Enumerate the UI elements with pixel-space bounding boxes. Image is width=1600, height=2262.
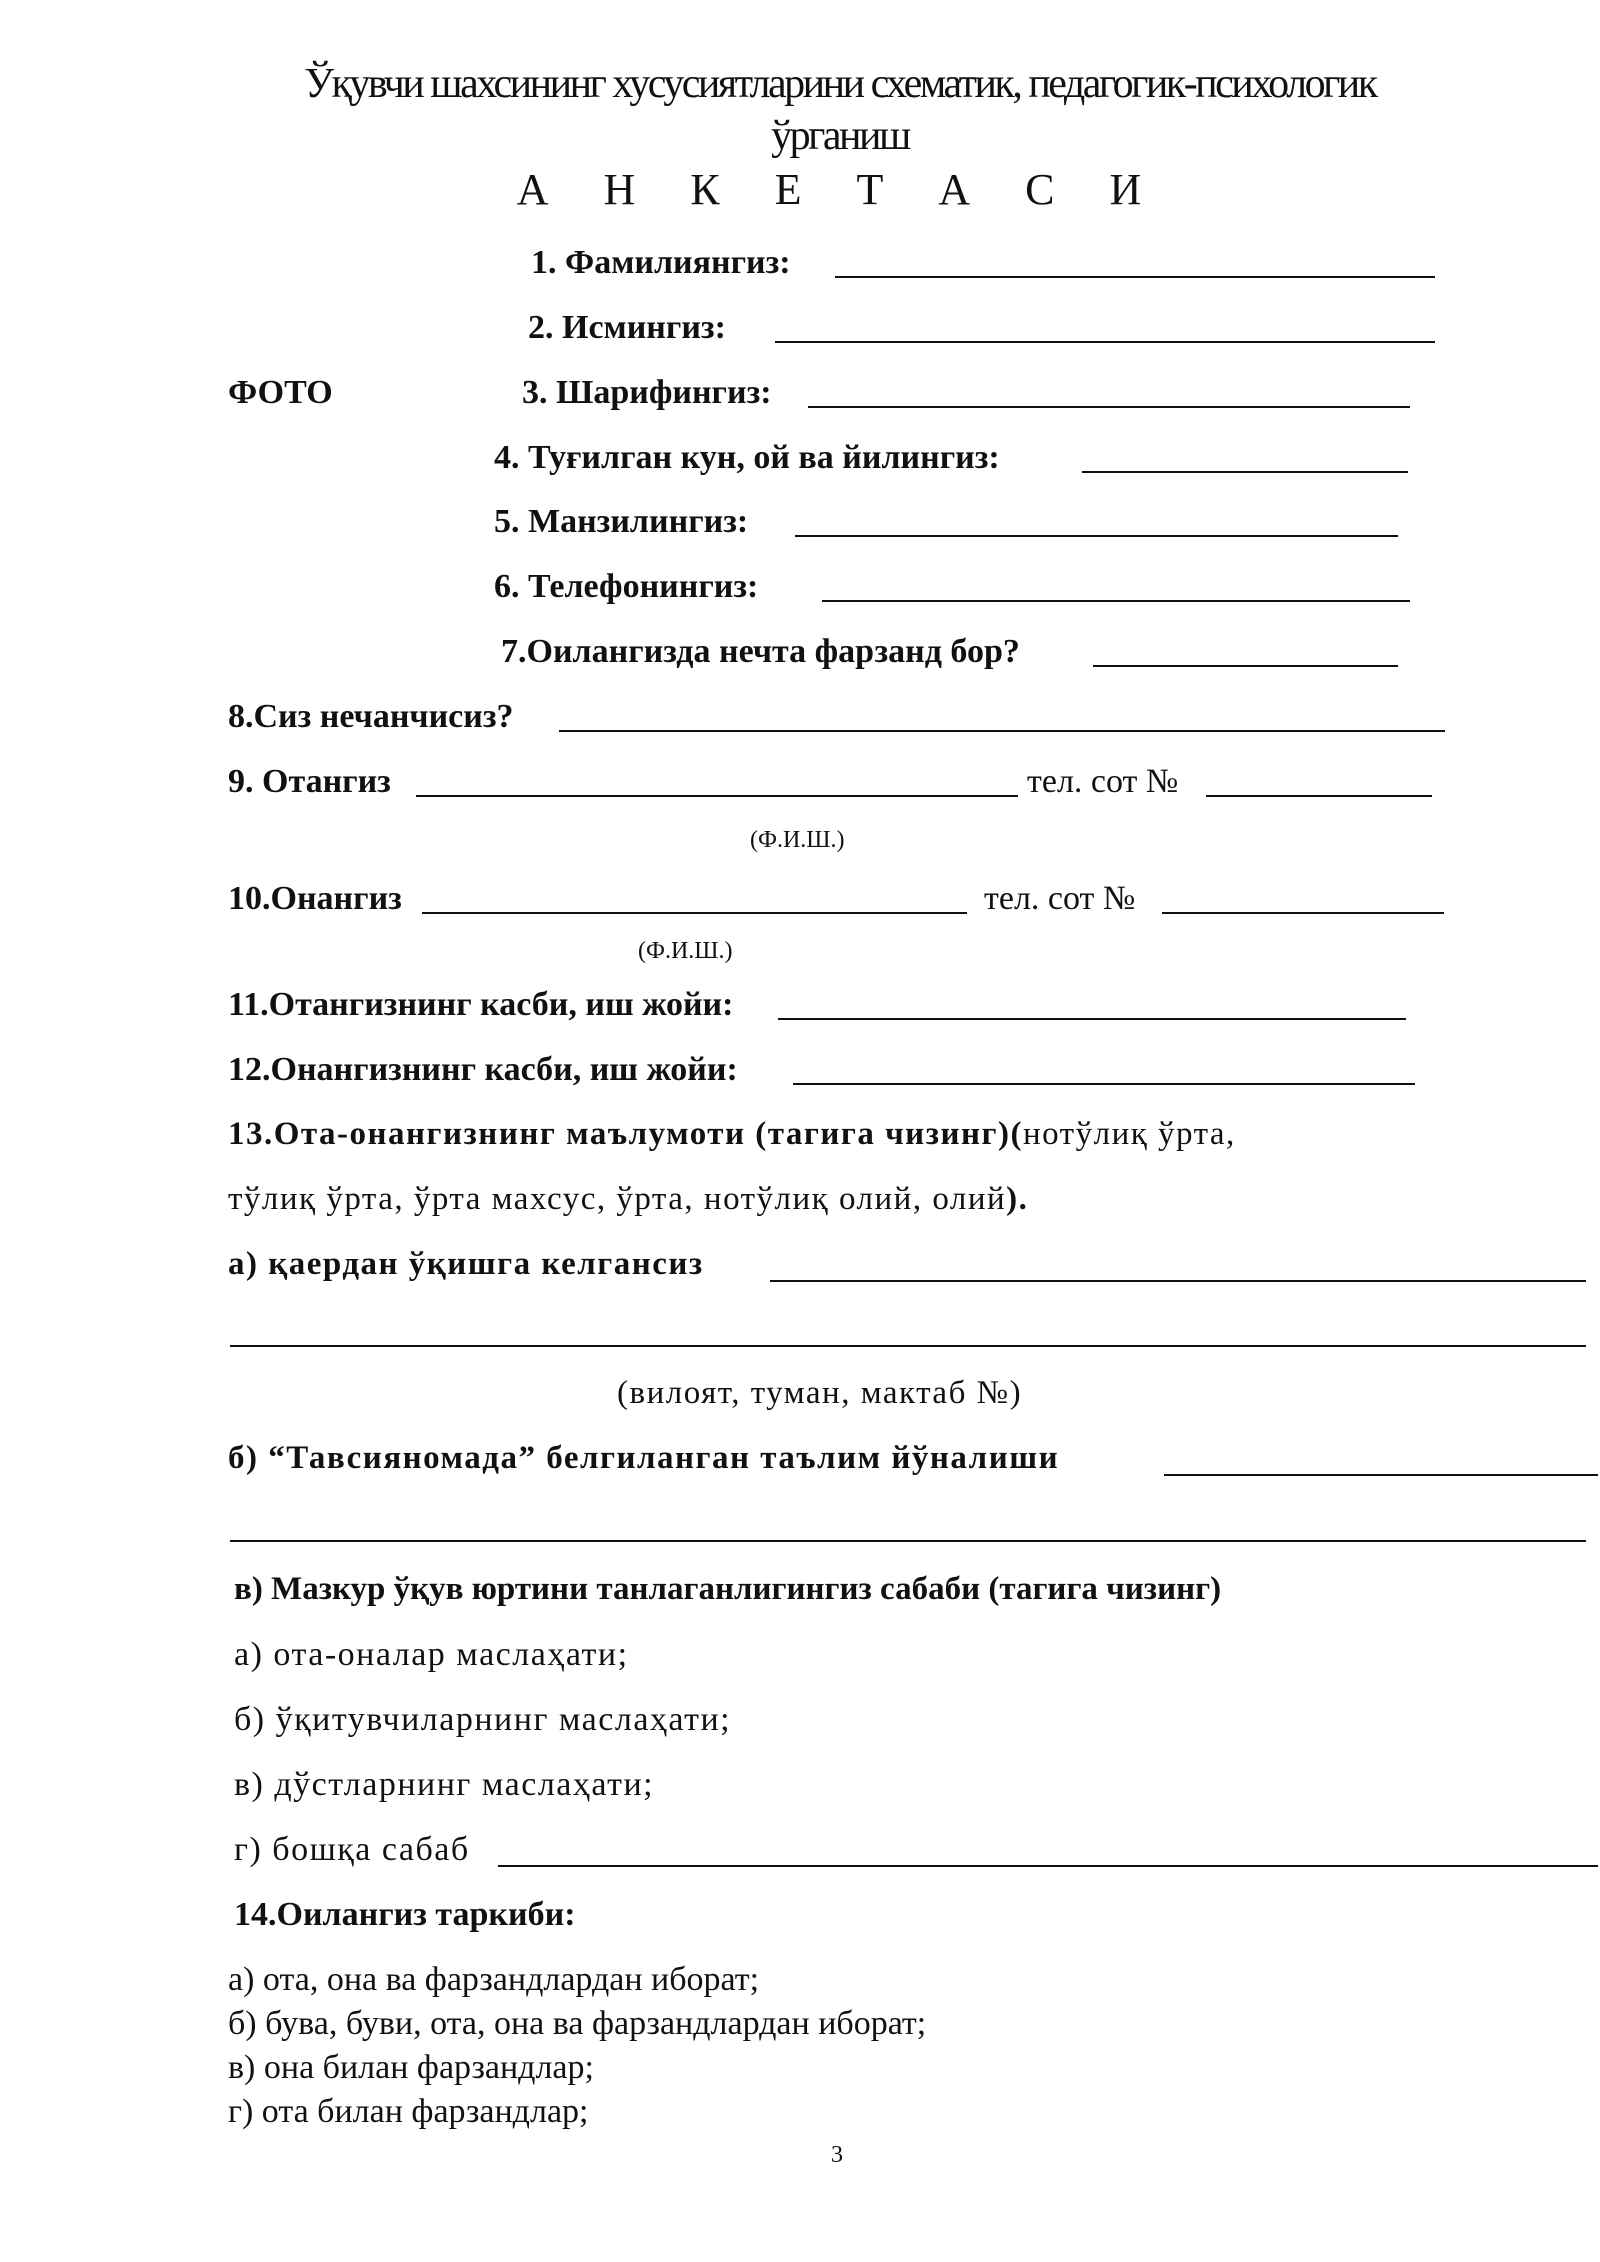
father-phone-answer-line[interactable]: [1206, 795, 1432, 797]
parents-education-options-part2: тўлиқ ўрта, ўрта махсус, ўрта, нотўлиқ олий, олий: [228, 1181, 1007, 1217]
father-phone-label: тел. сот №: [1027, 763, 1179, 800]
question-parents-education: [228, 1116, 1236, 1153]
question-first-name: 2. Исмингиз:: [528, 309, 726, 346]
question-mother-occupation: 12.Онангизнинг касби, иш жойи:: [228, 1051, 738, 1088]
question-phone: 6. Телефонингиз:: [494, 568, 759, 605]
father-fio-hint: (Ф.И.Ш.): [750, 827, 845, 853]
question-father: 9. Отангиз: [228, 763, 391, 800]
parents-education-title: 13.Ота-онангизнинг маълумоти (тагига чизинг)(: [228, 1116, 1023, 1152]
family-option-a[interactable]: а) ота, она ва фарзандлардан иборат;: [228, 1961, 760, 1998]
mother-phone-answer-line[interactable]: [1162, 912, 1444, 914]
document-title-line2: ўрганиш: [771, 113, 909, 159]
recommended-direction-answer-line[interactable]: [1164, 1474, 1598, 1476]
phone-answer-line[interactable]: [822, 600, 1410, 602]
birth-date-answer-line[interactable]: [1082, 471, 1408, 473]
question-patronymic: 3. Шарифингиз:: [522, 374, 772, 411]
previous-school-hint: (вилоят, туман, мактаб №): [617, 1375, 1023, 1411]
mother-occupation-answer-line[interactable]: [793, 1083, 1415, 1085]
question-school-choice-reason: в) Мазкур ўқув юртини танлаганлигингиз сабаби (тагига чизинг): [234, 1571, 1222, 1607]
question-father-occupation: 11.Отангизнинг касби, иш жойи:: [228, 986, 734, 1023]
mother-phone-label: тел. сот №: [984, 880, 1136, 917]
question-previous-school: а) қаердан ўқишга келгансиз: [228, 1246, 704, 1282]
surname-answer-line[interactable]: [835, 276, 1435, 278]
reason-option-g[interactable]: г) бошқа сабаб: [234, 1831, 470, 1868]
reason-option-v[interactable]: в) дўстларнинг маслаҳати;: [234, 1766, 655, 1803]
family-option-v[interactable]: в) она билан фарзандлар;: [228, 2049, 594, 2086]
father-name-answer-line[interactable]: [416, 795, 1018, 797]
first-name-answer-line[interactable]: [775, 341, 1435, 343]
family-option-b[interactable]: б) бува, буви, ота, она ва фарзандлардан иборат;: [228, 2005, 927, 2042]
other-reason-answer-line[interactable]: [498, 1865, 1598, 1867]
document-title-line1: Ўқувчи шахсининг хусусиятларини схематик, педагогик-психологик: [304, 61, 1376, 107]
question-family-composition: 14.Оилангиз таркиби:: [234, 1896, 576, 1933]
reason-option-b[interactable]: б) ўқитувчиларнинг маслаҳати;: [234, 1701, 732, 1738]
document-title-anketa: А Н К Е Т А С И: [516, 165, 1164, 214]
question-surname: 1. Фамилиянгиз:: [531, 244, 791, 281]
reason-option-a[interactable]: а) ота-оналар маслаҳати;: [234, 1636, 629, 1673]
question-address: 5. Манзилингиз:: [494, 503, 749, 540]
page-number: 3: [831, 2142, 843, 2168]
question-recommended-direction: б) “Тавсияномада” белгиланган таълим йўналиши: [228, 1440, 1060, 1476]
parents-education-options: [228, 1181, 1028, 1218]
parents-education-options-part1: нотўлиқ ўрта,: [1022, 1116, 1236, 1152]
family-option-g[interactable]: г) ота билан фарзандлар;: [228, 2093, 589, 2130]
question-birth-order: 8.Сиз нечанчисиз?: [228, 698, 514, 735]
address-answer-line[interactable]: [795, 535, 1398, 537]
children-count-answer-line[interactable]: [1093, 665, 1398, 667]
birth-order-answer-line[interactable]: [559, 730, 1445, 732]
previous-school-answer-line[interactable]: [770, 1280, 1586, 1282]
father-occupation-answer-line[interactable]: [778, 1018, 1406, 1020]
question-children-count: 7.Оилангизда нечта фарзанд бор?: [501, 633, 1020, 670]
question-birth-date: 4. Туғилган кун, ой ва йилингиз:: [494, 439, 1000, 476]
mother-name-answer-line[interactable]: [422, 912, 967, 914]
recommended-direction-answer-line-2[interactable]: [230, 1540, 1586, 1542]
question-mother: 10.Онангиз: [228, 880, 402, 917]
mother-fio-hint: (Ф.И.Ш.): [638, 938, 733, 964]
patronymic-answer-line[interactable]: [808, 406, 1410, 408]
parents-education-close: ).: [1006, 1181, 1029, 1217]
photo-label: ФОТО: [228, 374, 333, 411]
previous-school-answer-line-2[interactable]: [230, 1345, 1586, 1347]
